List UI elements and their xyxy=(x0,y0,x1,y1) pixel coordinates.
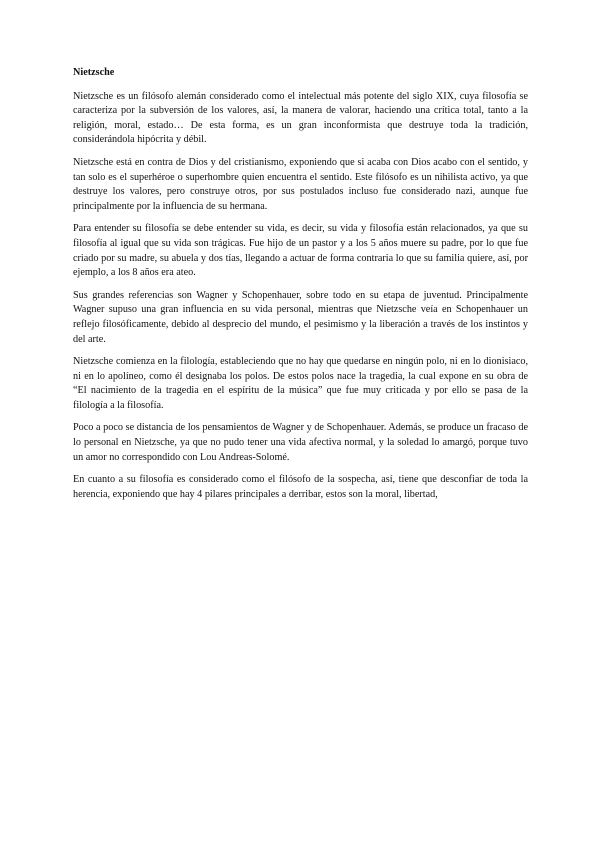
paragraph-philology: Nietzsche comienza en la filología, estableciendo que no hay que quedarse en ningún polo, ni en lo dionisiaco, ni en lo apolíneo, como él designaba los polos. De estos polos nace la tragedia, la cual expone en su obra de “El nacimiento de la tragedia en el espíritu de la música” que fue muy criticada y por ello se pasa de la filología a la filosofía. xyxy=(73,356,528,411)
paragraph-suspicion: En cuanto a su filosofía es considerado como el filósofo de la sospecha, así, tiene que desconfiar de toda la herencia, exponiendo que hay 4 pilares principales a derribar, estos son la moral, libertad, xyxy=(73,474,528,500)
paragraph-intro: Nietzsche es un filósofo alemán considerado como el intelectual más potente del siglo XIX, cuya filosofía se caracteriza por la subversión de los valores, así, la manera de valorar, haciendo una crítica total, tanto a la religión, moral, estado… De esta forma, es un gran inconformista que destruye toda la tradición, considerándola hipócrita y débil. xyxy=(73,90,528,146)
paragraph-life: Para entender su filosofía se debe entender su vida, es decir, su vida y filosofía están relacionados, ya que su filosofía al igual que su vida son trágicas. Fue hijo de un pastor y a los 5 años muere su padre, por lo que fue criado por su madre, su abuela y dos tías, llegando a actuar de forma contraria lo que su familia quiere, así, por ejemplo, a los 8 años era ateo. xyxy=(73,223,528,279)
paragraph-god-and-nihilism: Nietzsche está en contra de Dios y del cristianismo, exponiendo que si acaba con Dios acabo con el sentido, y tan solo es el superhéroe o superhombre quien encuentra el sentido. Este filósofo es un nihilista activo, ya que destruye los valores, pero construye otros, por sus postulados incluso fue considerado nazi, aunque fue principalmente por la influencia de su hermana. xyxy=(73,156,528,212)
paragraph-influences: Sus grandes referencias son Wagner y Schopenhauer, sobre todo en su etapa de juventud. Principalmente Wagner supuso una gran influencia en su vida personal, mientras que Nietzsche veía en Schopenhauer un reflejo filosóficamente, debido al desprecio del mundo, el pesimismo y la liberación a través de los instintos y del arte. xyxy=(73,289,528,345)
document-body xyxy=(73,66,528,502)
document-title: Nietzsche xyxy=(73,67,115,78)
paragraph-distance: Poco a poco se distancia de los pensamientos de Wagner y de Schopenhauer. Además, se produce un fracaso de lo personal en Nietzsche, ya que no pudo tener una vida afectiva normal, y la soledad lo amargó, porque tuvo un amor no correspondido con Lou Andreas-Solomé. xyxy=(73,422,528,463)
